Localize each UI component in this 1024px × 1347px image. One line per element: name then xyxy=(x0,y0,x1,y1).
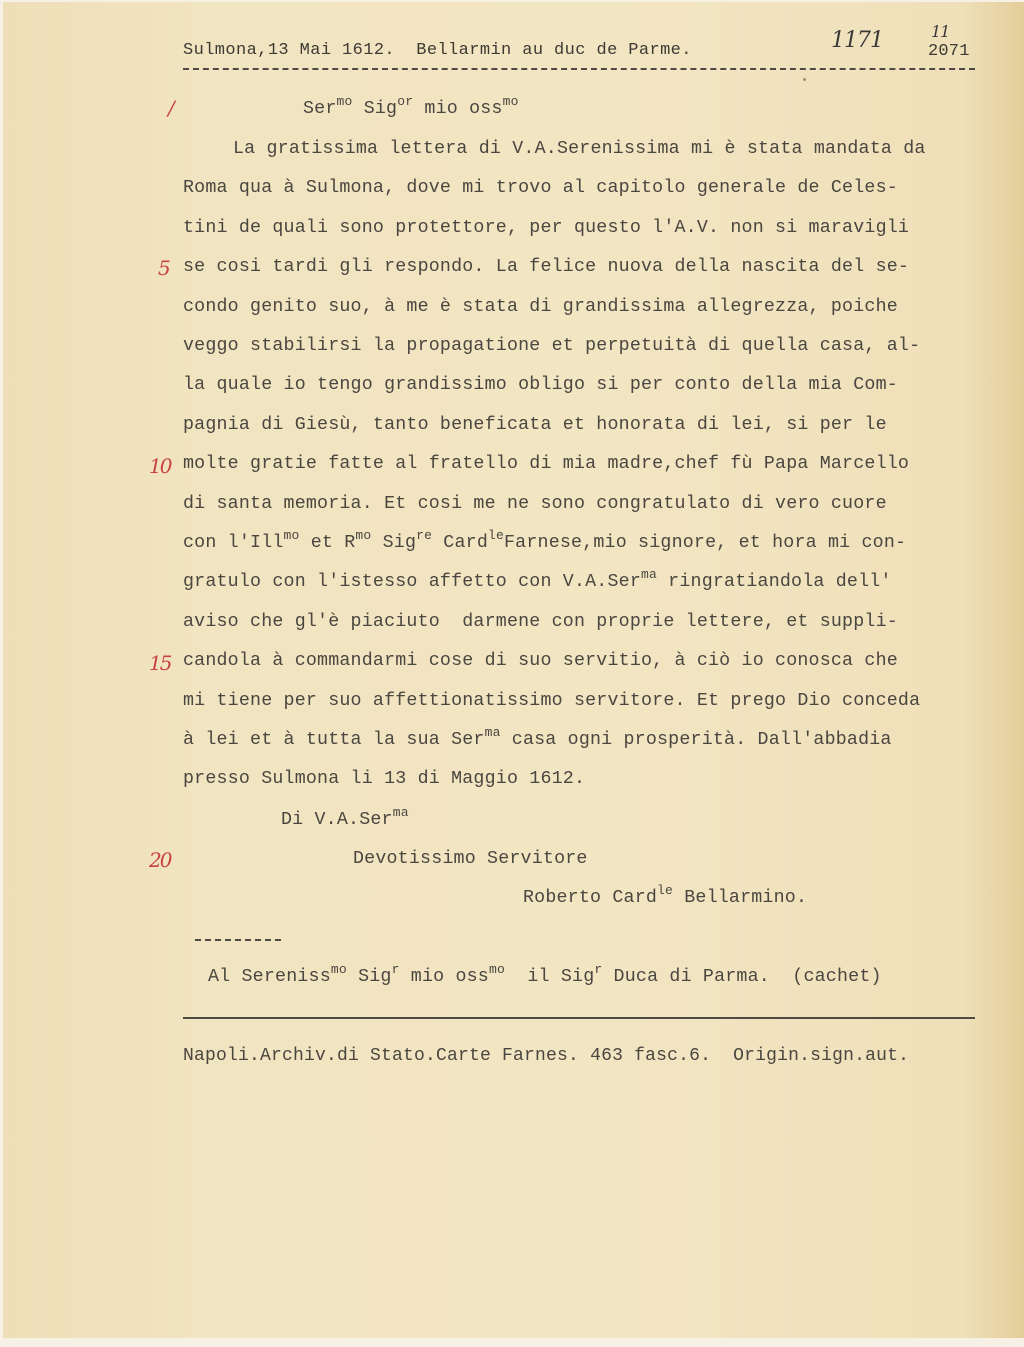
closing-line-1 xyxy=(281,805,409,830)
text-segment: gratulo con l'istesso affetto con V.A.Ser xyxy=(183,572,641,592)
superscript-abbreviation: re xyxy=(416,528,433,543)
margin-line-number-15: 15 xyxy=(149,651,171,675)
text-segment: à lei et à tutta la sua Ser xyxy=(183,730,485,750)
superscript-abbreviation: or xyxy=(397,94,414,109)
header-divider xyxy=(183,68,975,70)
text-segment: Farnese,mio signore, et hora mi con- xyxy=(504,533,907,553)
text-segment: candola à commandarmi cose di suo servitio, à ciò io conosca che xyxy=(183,651,898,671)
archive-source-note: Napoli.Archiv.di Stato.Carte Farnes. 463 fasc.6. Origin.sign.aut. xyxy=(183,1046,910,1066)
page-number: 2071 xyxy=(928,42,970,61)
text-segment: mio oss xyxy=(399,967,489,987)
address-separator xyxy=(195,939,281,941)
letter-body-line xyxy=(183,218,909,238)
text-segment: presso Sulmona li 13 di Maggio 1612. xyxy=(183,769,586,789)
text-segment: molte gratie fatte al fratello di mia madre,chef fù Papa Marcello xyxy=(183,454,910,474)
address-line xyxy=(208,962,882,987)
text-segment: di santa memoria. Et cosi me ne sono congratulato di vero cuore xyxy=(183,494,887,514)
paper-speck xyxy=(803,78,806,81)
letter-body-line xyxy=(183,567,892,592)
document-page xyxy=(3,2,1024,1338)
letter-body-line xyxy=(183,375,898,395)
text-segment: Ser xyxy=(303,99,337,119)
letter-body-line xyxy=(183,297,898,317)
superscript-abbreviation: mo xyxy=(502,94,519,109)
letter-body-line xyxy=(183,725,892,750)
margin-line-number-10: 10 xyxy=(149,454,171,478)
text-segment: casa ogni prosperità. Dall'abbadia xyxy=(500,730,892,750)
letter-body-line xyxy=(183,415,887,435)
text-segment: pagnia di Giesù, tanto beneficata et honorata di lei, si per le xyxy=(183,415,887,435)
text-segment: Card xyxy=(432,533,488,553)
margin-line-number-20: 20 xyxy=(149,848,171,872)
superscript-abbreviation: r xyxy=(391,962,400,977)
signature-line xyxy=(523,883,808,908)
superscript-abbreviation: ma xyxy=(484,725,501,740)
superscript-abbreviation: r xyxy=(594,962,603,977)
superscript-abbreviation: mo xyxy=(283,528,300,543)
text-segment: aviso che gl'è piaciuto darmene con proprie lettere, et suppli- xyxy=(183,612,898,632)
letter-body-line xyxy=(183,336,920,356)
text-segment: Sig xyxy=(371,533,417,553)
letter-body-line xyxy=(183,454,909,474)
letter-body-line xyxy=(233,139,926,159)
text-segment: Roberto Card xyxy=(523,888,658,908)
text-segment: Devotissimo Servitore xyxy=(353,849,588,869)
text-segment: veggo stabilirsi la propagatione et perpetuità di quella casa, al- xyxy=(183,336,921,356)
letter-body-line xyxy=(183,528,907,553)
superscript-abbreviation: ma xyxy=(641,567,658,582)
handwritten-mark: 11 xyxy=(931,22,950,41)
text-segment: et R xyxy=(299,533,356,553)
margin-line-number-5: 5 xyxy=(158,256,169,280)
text-segment: il Sig xyxy=(505,967,595,987)
text-segment: mio oss xyxy=(413,99,503,119)
letter-body-line xyxy=(183,769,585,789)
handwritten-archive-number: 1171 xyxy=(831,28,883,53)
text-segment: la quale io tengo grandissimo obligo si per conto della mia Com- xyxy=(183,375,898,395)
text-segment: Bellarmino. xyxy=(673,888,808,908)
superscript-abbreviation: mo xyxy=(355,528,372,543)
margin-line-number-1: / xyxy=(168,96,173,120)
salutation xyxy=(303,94,519,119)
superscript-abbreviation: mo xyxy=(488,962,505,977)
text-segment: con l'Ill xyxy=(183,533,284,553)
superscript-abbreviation: le xyxy=(488,528,505,543)
text-segment: Al Sereniss xyxy=(208,967,331,987)
letter-body-line xyxy=(183,494,887,514)
superscript-abbreviation: ma xyxy=(392,805,409,820)
text-segment: La gratissima lettera di V.A.Serenissima mi è stata mandata da xyxy=(233,139,926,159)
letter-body-line xyxy=(183,178,898,198)
document-header-title: Sulmona,13 Mai 1612. Bellarmin au duc de Parme. xyxy=(183,41,692,60)
superscript-abbreviation: mo xyxy=(336,94,353,109)
text-segment: condo genito suo, à me è stata di grandissima allegrezza, poiche xyxy=(183,297,898,317)
text-segment: tini de quali sono protettore, per questo l'A.V. non si maravigli xyxy=(183,218,910,238)
text-segment: ringratiandola dell' xyxy=(657,572,892,592)
letter-body-line xyxy=(183,257,909,277)
superscript-abbreviation: mo xyxy=(330,962,347,977)
letter-body-line xyxy=(183,691,920,711)
text-segment: Roma qua à Sulmona, dove mi trovo al capitolo generale de Celes- xyxy=(183,178,898,198)
superscript-abbreviation: le xyxy=(657,883,674,898)
footer-divider xyxy=(183,1017,975,1019)
text-segment: Duca di Parma. (cachet) xyxy=(602,967,882,987)
text-segment: mi tiene per suo affettionatissimo servitore. Et prego Dio conceda xyxy=(183,691,921,711)
letter-body-line xyxy=(183,651,898,671)
closing-line-2 xyxy=(353,849,588,869)
letter-body-line xyxy=(183,612,898,632)
text-segment: Sig xyxy=(352,99,398,119)
text-segment: se cosi tardi gli respondo. La felice nuova della nascita del se- xyxy=(183,257,910,277)
text-segment: Sig xyxy=(346,967,392,987)
text-segment: Di V.A.Ser xyxy=(281,810,393,830)
